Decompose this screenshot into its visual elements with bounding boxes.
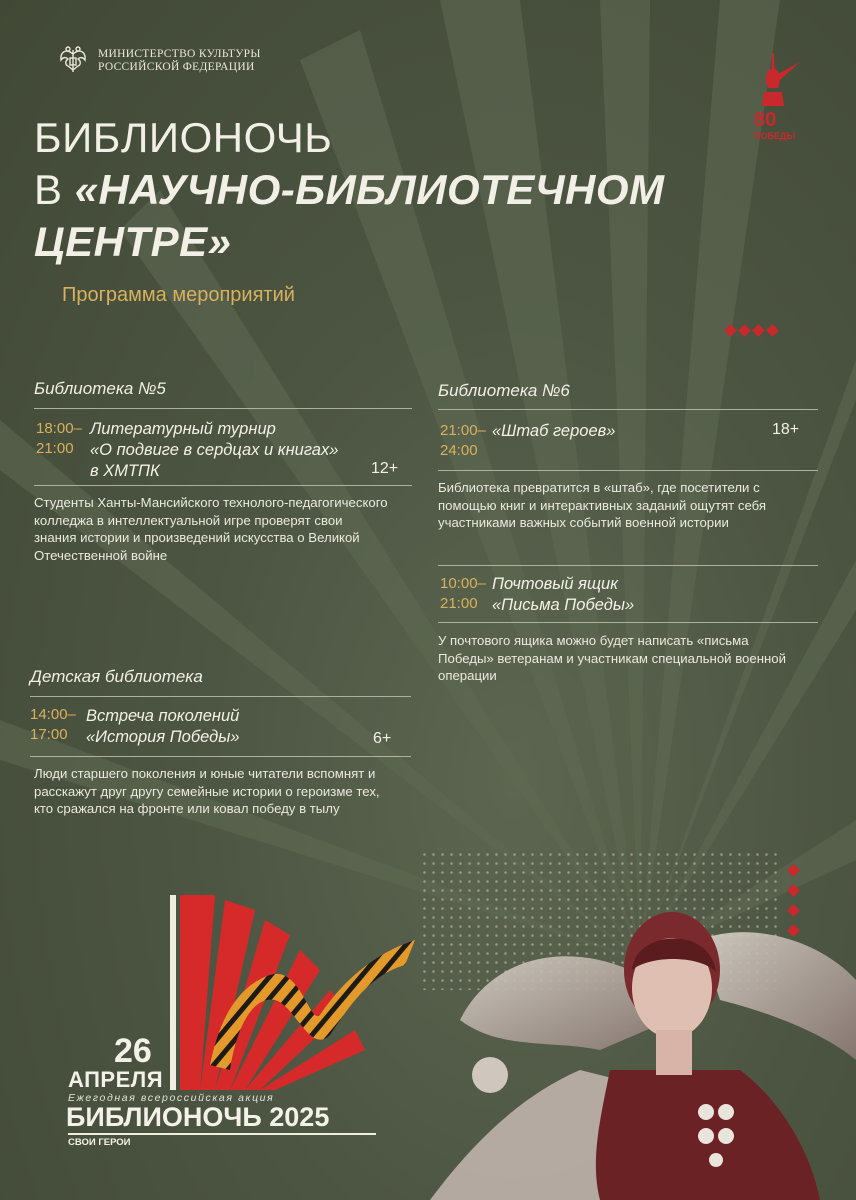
desc-line: знания истории и произведений искусства о Великой bbox=[34, 530, 360, 545]
desc-line: Библиотека превратится в «штаб», где посетители с bbox=[438, 480, 760, 495]
event-title-line: Литературный турнир bbox=[90, 420, 276, 438]
ministry-header bbox=[56, 44, 261, 78]
desc-line: участниками важных событий военной истории bbox=[438, 515, 729, 530]
time-start: 10:00– bbox=[440, 575, 486, 592]
desc-line: кто сражался на фронте или ковал победу в тылу bbox=[34, 801, 340, 816]
event-title-line: «О подвиге в сердцах и книгах» bbox=[90, 441, 339, 459]
library-5-event-title bbox=[90, 419, 338, 482]
red-diamonds-top bbox=[726, 326, 777, 335]
title-line-3: ЦЕНТРЕ» bbox=[34, 218, 232, 265]
time-end: 21:00 bbox=[440, 595, 478, 612]
action-month: АПРЕЛЯ bbox=[68, 1067, 164, 1092]
library-5-divider-2 bbox=[34, 485, 412, 486]
library-6-event-2-title bbox=[492, 574, 634, 616]
action-underline bbox=[68, 1133, 376, 1135]
program-subtitle: Программа мероприятий bbox=[62, 284, 295, 306]
time-start: 18:00– bbox=[36, 420, 82, 437]
desc-line: Студенты Ханты-Мансийского технолого-педагогического bbox=[34, 495, 388, 510]
desc-line: Отечественной войне bbox=[34, 547, 168, 563]
action-slogan: СВОИ ГЕРОИ bbox=[68, 1137, 131, 1148]
age-badge: 6+ bbox=[373, 730, 392, 747]
library-5-title: Библиотека №5 bbox=[34, 379, 166, 398]
ministry-line-2: РОССИЙСКОЙ ФЕДЕРАЦИИ bbox=[98, 61, 255, 73]
time-end: 17:00 bbox=[30, 726, 68, 743]
event-title-line: Встреча поколений bbox=[86, 707, 240, 725]
event-title-line: в ХМТПК bbox=[90, 462, 160, 480]
children-event-title bbox=[86, 706, 240, 748]
ministry-line-1: МИНИСТЕРСТВО КУЛЬТУРЫ bbox=[98, 48, 261, 60]
desc-line: У почтового ящика можно будет написать «письма bbox=[438, 633, 749, 648]
library-6-divider bbox=[438, 409, 818, 410]
page-title bbox=[34, 112, 665, 268]
children-library-title: Детская библиотека bbox=[30, 667, 203, 686]
action-day: 26 bbox=[114, 1032, 152, 1070]
desc-line: Люди старшего поколения и юные читатели вспомнят и bbox=[34, 766, 376, 781]
logo-80-number: 80 bbox=[754, 109, 777, 131]
pilot-photo bbox=[400, 900, 856, 1200]
library-5-description bbox=[34, 494, 429, 564]
library-6-event-2-description bbox=[438, 632, 833, 685]
action-name: БИБЛИОНОЧЬ 2025 bbox=[66, 1102, 330, 1132]
library-6-divider-4 bbox=[438, 622, 818, 623]
event-title-line: «Письма Победы» bbox=[492, 596, 635, 614]
desc-line: помощью книг и интерактивных заданий ощутят себя bbox=[438, 497, 767, 513]
desc-line: Победы» ветеранам и участникам специальной военной bbox=[438, 650, 786, 666]
double-headed-eagle-icon bbox=[56, 44, 90, 78]
age-badge: 12+ bbox=[371, 460, 399, 477]
title-line-1: БИБЛИОНОЧЬ bbox=[34, 114, 333, 161]
children-event-time bbox=[30, 705, 76, 745]
desc-line: расскажут друг другу семейные истории о героизме тех, bbox=[34, 783, 380, 799]
age-badge: 18+ bbox=[772, 421, 800, 438]
desc-line: колледжа в интеллектуальной игре проверят свои bbox=[34, 512, 343, 528]
time-end: 24:00 bbox=[440, 442, 478, 459]
time-end: 21:00 bbox=[36, 440, 74, 457]
library-6-event-1-time bbox=[440, 421, 486, 461]
library-6-divider-2 bbox=[438, 470, 818, 471]
action-caption: Ежегодная всероссийская акция bbox=[68, 1092, 275, 1104]
library-6-event-1-title: «Штаб героев» bbox=[492, 422, 616, 440]
library-6-event-1-description bbox=[438, 479, 833, 532]
time-start: 21:00– bbox=[440, 422, 486, 439]
library-6-event-2-time bbox=[440, 574, 486, 614]
event-title-line: «История Победы» bbox=[86, 728, 240, 746]
library-6-divider-3 bbox=[438, 565, 818, 566]
event-title-line: Почтовый ящик bbox=[492, 575, 619, 593]
logo-80-word: ПОБЕДЫ bbox=[754, 131, 796, 141]
title-line-2: «НАУЧНО-БИБЛИОТЕЧНОМ bbox=[74, 166, 665, 213]
time-start: 14:00– bbox=[30, 706, 76, 723]
desc-line: операции bbox=[438, 668, 497, 683]
library-5-divider bbox=[34, 408, 412, 409]
children-library-divider bbox=[30, 696, 411, 697]
children-library-divider-2 bbox=[30, 756, 411, 757]
victory-80-logo bbox=[742, 48, 812, 148]
children-event-description bbox=[34, 765, 429, 818]
title-line-2-prefix: В bbox=[34, 166, 63, 213]
st-george-ribbon bbox=[200, 925, 420, 1075]
library-5-time bbox=[36, 419, 82, 459]
library-6-title: Библиотека №6 bbox=[438, 381, 570, 400]
